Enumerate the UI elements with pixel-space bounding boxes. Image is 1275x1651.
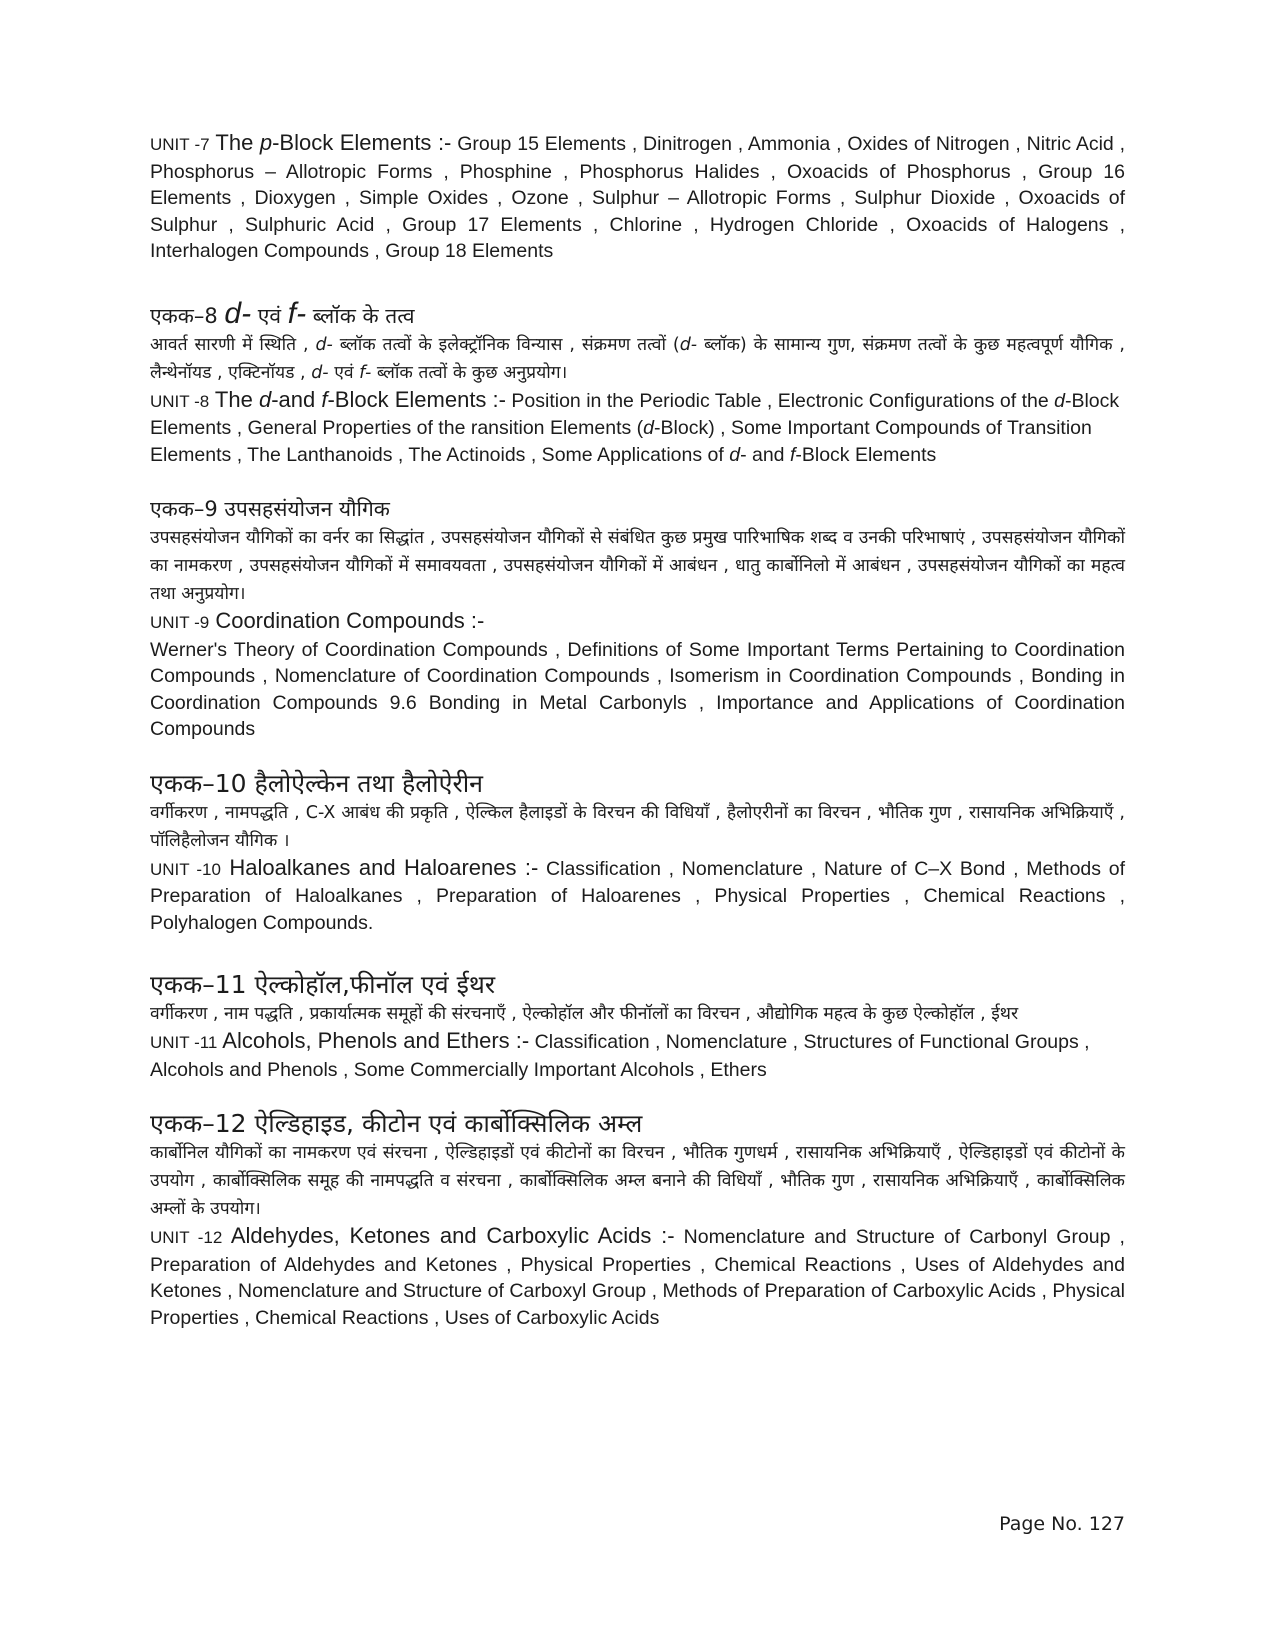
ekak-11-body: वर्गीकरण , नाम पद्धति , प्रकार्यात्मक समूहों की संरचनाएँ , ऐल्कोहॉल और फीनॉलों का विरचन , औद्योगिक महत्व के कुछ ऐल्कोहॉल , ईथर bbox=[150, 1004, 1019, 1024]
unit-11-label: UNIT -11 bbox=[150, 1033, 218, 1052]
ekak-10-heading: एकक–10 हैलोऐल्केन तथा हैलोऐरीन bbox=[150, 768, 484, 798]
unit-7-paragraph bbox=[150, 130, 1125, 265]
ekak-12-heading: एकक–12 ऐल्डिहाइड, कीटोन एवं कार्बोक्सिलिक अम्ल bbox=[150, 1109, 643, 1138]
ekak-9-body: उपसहसंयोजन यौगिकों का वर्नर का सिद्धांत , उपसहसंयोजन यौगिकों से संबंधित कुछ प्रमुख पारिभाषिक शब्द व उनकी परिभाषाएं , उपसहसंयोजन यौगिकों का नामकरण , उपसहसंयोजन यौगिकों में समावयवता , उपसहसंयोजन यौगिकों में आबंधन , धातु कार्बोनिलो में आबंधन , उपसहसंयोजन यौगिकों का महत्व तथा अनुप्रयोग। bbox=[150, 528, 1125, 604]
unit-10-title: Haloalkanes and Haloarenes :- bbox=[220, 854, 539, 880]
unit-9-title: Coordination Compounds :- bbox=[209, 608, 485, 633]
ekak-12-body: कार्बोनिल यौगिकों का नामकरण एवं संरचना , ऐल्डिहाइडों एवं कीटोनों का विरचन , भौतिक गुणधर्म , रासायनिक अभिक्रियाएँ , ऐल्डिहाइडों एवं कीटोनों के उपयोग , कार्बोक्सिलिक समूह की नामपद्धति व संरचना , कार्बोक्सिलिक अम्ल बनाने की विधियाँ , भौतिक गुण , रासायनिक अभिक्रियाएँ , कार्बोक्सिलिक अम्लों के उपयोग। bbox=[150, 1143, 1125, 1219]
unit-8-label: UNIT -8 bbox=[150, 391, 210, 411]
unit-12-label: UNIT -12 bbox=[150, 1228, 223, 1247]
unit-7-body: Group 15 Elements , Dinitrogen , Ammonia , Oxides of Nitrogen , Nitric Acid , Phosphorus – Allotropic Forms , Phosphine , Phosphorus Halides , Oxoacids of Phosphorus , Group 16 Elements , Dioxygen , Simple Oxides , Ozone , Sulphur – Allotropic Forms , Sulphur Dioxide , Oxoacids of Sulphur , Sulphuric Acid , Group 17 Elements , Chlorine , Hydrogen Chloride , Oxoacids of Halogens , Interhalogen Compounds , Group 18 Elements bbox=[150, 133, 1125, 262]
unit-7-title: The p-Block Elements :- bbox=[215, 130, 452, 155]
document-body bbox=[150, 130, 1125, 1331]
unit-12-paragraph bbox=[150, 1223, 1125, 1331]
unit-7-label: UNIT -7 bbox=[150, 135, 210, 154]
unit-11-paragraph bbox=[150, 1028, 1125, 1083]
ekak-10-body: वर्गीकरण , नामपद्धति , C-X आबंध की प्रकृति , ऐल्किल हैलाइडों के विरचन की विधियाँ , हैलोएरीनों का विरचन , भौतिक गुण , रासायनिक अभिक्रियाएँ , पॉलिहैलोजन यौगिक । bbox=[150, 802, 1125, 851]
unit-11-body: Classification , Nomenclature , Structures of Functional Groups , Alcohols and Phenols , Some Commercially Important Alcohols , Ethers bbox=[150, 1031, 1090, 1081]
unit-10-paragraph bbox=[150, 855, 1125, 937]
page-number: Page No. 127 bbox=[999, 1513, 1125, 1535]
unit-12-title: Aldehydes, Ketones and Carboxylic Acids :- bbox=[222, 1223, 675, 1248]
unit-8-body: Position in the Periodic Table , Electronic Configurations of the d-Block Elements , General Properties of the ransition Elements (d-Block) , Some Important Compounds of Transition Elements , The Lanthanoids , The Actinoids , Some Applications of d- and f-Block Elements bbox=[150, 389, 1120, 466]
ekak-11-heading: एकक–11 ऐल्कोहॉल,फीनॉल एवं ईथर bbox=[150, 970, 496, 999]
unit-10-body: Classification , Nomenclature , Nature of C–X Bond , Methods of Preparation of Haloalkanes , Preparation of Haloarenes , Physical Properties , Chemical Reactions , Polyhalogen Compounds. bbox=[150, 857, 1126, 934]
unit-12-body: Nomenclature and Structure of Carbonyl Group , Preparation of Aldehydes and Ketones , Physical Properties , Chemical Reactions , Uses of Aldehydes and Ketones , Nomenclature and Structure of Carboxyl Group , Methods of Preparation of Carboxylic Acids , Physical Properties , Chemical Reactions , Uses of Carboxylic Acids bbox=[150, 1226, 1125, 1329]
unit-9-label: UNIT -9 bbox=[150, 613, 210, 632]
unit-9-heading bbox=[150, 608, 1125, 637]
ekak-8-heading: एकक–8 d- एवं f- ब्लॉक के तत्व bbox=[150, 296, 415, 330]
unit-10-label: UNIT -10 bbox=[150, 859, 221, 879]
unit-8-paragraph bbox=[150, 387, 1125, 469]
ekak-9-heading: एकक–9 उपसहसंयोजन यौगिक bbox=[150, 497, 390, 521]
ekak-8-body: आवर्त सारणी में स्थिति , d- ब्लॉक तत्वों के इलेक्ट्रॉनिक विन्यास , संक्रमण तत्वों (d- ब्लॉक) के सामान्य गुण, संक्रमण तत्वों के कुछ महत्वपूर्ण यौगिक , लैन्थेनॉयड , एक्टिनॉयड , d- एवं f- ब्लॉक तत्वों के कुछ अनुप्रयोग। bbox=[150, 334, 1125, 383]
unit-8-title: The d-and f-Block Elements :- bbox=[209, 386, 506, 412]
unit-11-title: Alcohols, Phenols and Ethers :- bbox=[217, 1028, 530, 1053]
unit-9-body: Werner's Theory of Coordination Compounds , Definitions of Some Important Terms Pertaining to Coordination Compounds , Nomenclature of Coordination Compounds , Isomerism in Coordination Compounds , Bonding in Coordination Compounds 9.6 Bonding in Metal Carbonyls , Importance and Applications of Coordination Compounds bbox=[150, 638, 1125, 740]
